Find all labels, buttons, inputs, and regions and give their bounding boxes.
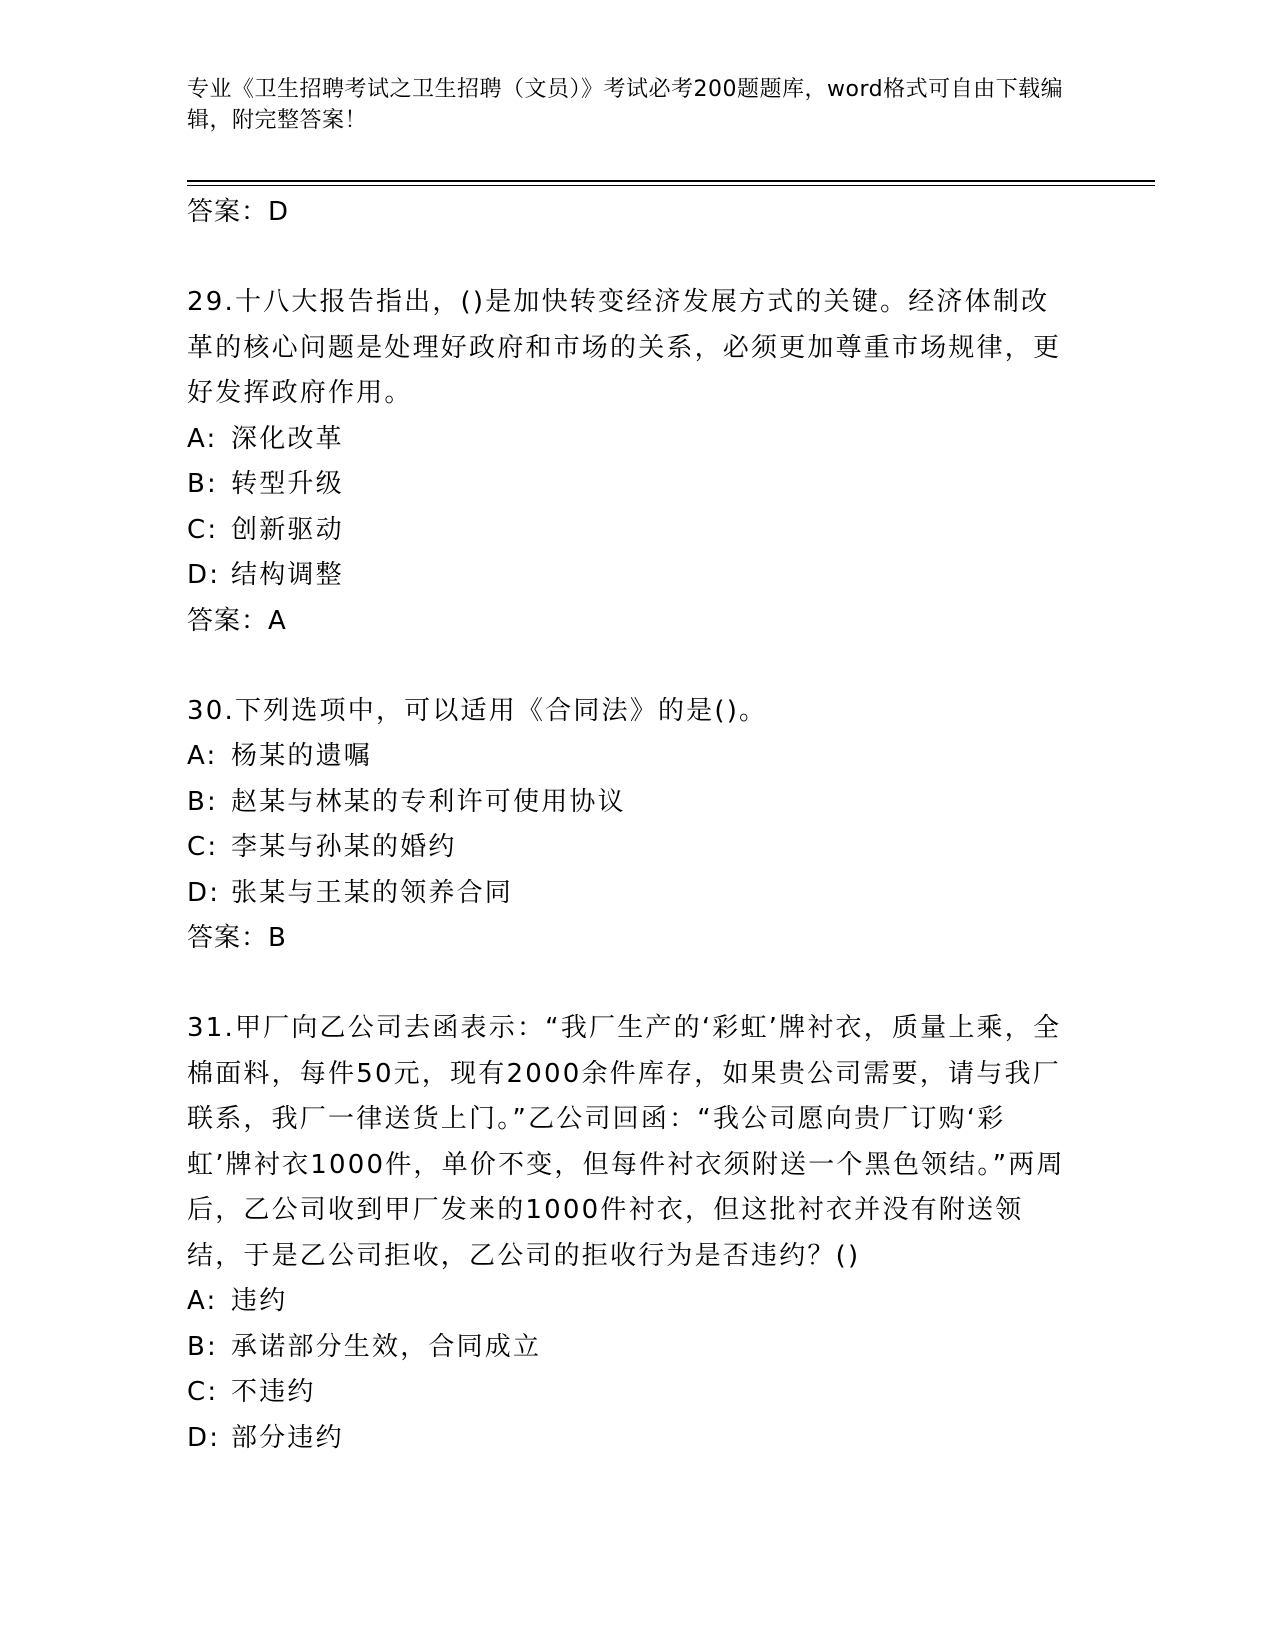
question-text: 31.甲厂向乙公司去函表示：“我厂生产的‘彩虹’牌衬衣，质量上乘，全棉面料，每件50元，现有2000余件库存，如果贵公司需要，请与我厂联系，我厂一律送货上门。”乙公司回函：“我公司愿向贵厂订购‘彩虹’牌衬衣1000件，单价不变，但每件衬衣须附送一个黑色领结。”两周后，乙公司收到甲厂发来的1000件衬衣，但这批衬衣并没有附送领结，于是乙公司拒收，乙公司的拒收行为是否违约？() xyxy=(187,1013,1065,1271)
option-key: D: xyxy=(187,1422,221,1453)
option-key: C: xyxy=(187,1377,219,1407)
previous-answer: 答案：D xyxy=(187,197,290,227)
header-divider-thick xyxy=(187,180,1155,182)
option-text: 张某与王某的领养合同 xyxy=(231,877,514,908)
question-list xyxy=(187,190,1067,1461)
option-text: 杨某的遗嘱 xyxy=(231,741,373,771)
option-a xyxy=(187,417,1067,463)
option-b xyxy=(187,780,1067,826)
option-text: 承诺部分生效，合同成立 xyxy=(231,1331,542,1362)
question-text: 29.十八大报告指出，()是加快转变经济发展方式的关键。经济体制改革的核心问题是处理好政府和市场的关系，必须更加尊重市场规律，更好发挥政府作用。 xyxy=(187,287,1062,408)
option-key: C: xyxy=(187,514,219,545)
option-key: A: xyxy=(187,1286,218,1316)
option-d xyxy=(187,553,1067,599)
option-text: 部分违约 xyxy=(231,1422,344,1453)
option-text: 赵某与林某的专利许可使用协议 xyxy=(231,786,626,817)
question-text: 30.下列选项中，可以适用《合同法》的是()。 xyxy=(187,695,768,726)
header-divider-thin xyxy=(187,185,1155,186)
option-a xyxy=(187,1279,1067,1325)
option-text: 李某与孙某的婚约 xyxy=(231,832,457,862)
option-text: 不违约 xyxy=(231,1377,316,1407)
option-key: B: xyxy=(187,469,218,499)
option-b xyxy=(187,462,1067,508)
option-text: 转型升级 xyxy=(231,469,344,499)
option-a xyxy=(187,734,1067,780)
option-d xyxy=(187,1416,1067,1462)
answer-line: 答案：B xyxy=(187,923,287,953)
question-31 xyxy=(187,1006,1067,1461)
option-text: 违约 xyxy=(231,1286,288,1316)
option-b xyxy=(187,1325,1067,1371)
option-c xyxy=(187,825,1067,871)
answer-line: 答案：A xyxy=(187,605,287,636)
option-key: B: xyxy=(187,786,218,817)
option-key: B: xyxy=(187,1331,218,1362)
question-29 xyxy=(187,280,1067,643)
option-text: 结构调整 xyxy=(231,560,344,590)
option-key: A: xyxy=(187,423,218,454)
option-c xyxy=(187,1370,1067,1416)
option-key: D: xyxy=(187,877,221,908)
option-d xyxy=(187,871,1067,917)
question-30 xyxy=(187,689,1067,961)
option-key: A: xyxy=(187,741,218,771)
option-key: C: xyxy=(187,832,219,862)
option-text: 深化改革 xyxy=(231,423,344,454)
document-header: 专业《卫生招聘考试之卫生招聘（文员）》考试必考200题题库，word格式可自由下载编辑，附完整答案！ xyxy=(187,77,1064,133)
option-key: D: xyxy=(187,560,221,590)
option-c xyxy=(187,508,1067,554)
option-text: 创新驱动 xyxy=(231,514,344,545)
